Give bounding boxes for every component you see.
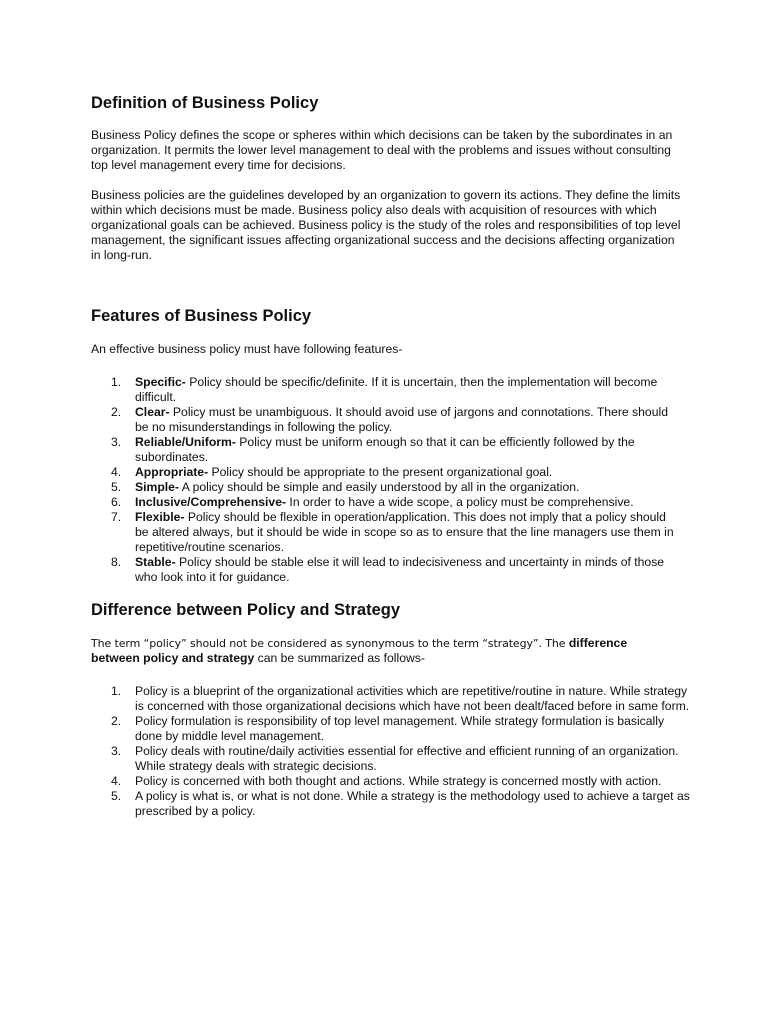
- feature-text: Policy must be unambiguous. It should avoid use of jargons and connotations. There should be no misunderstandings in following the policy.: [135, 405, 668, 434]
- list-number: 3.: [111, 435, 122, 449]
- difference-intro: [91, 636, 651, 666]
- list-number: 6.: [111, 495, 122, 509]
- list-item: [91, 495, 681, 510]
- list-item: [91, 744, 691, 774]
- list-number: 5.: [111, 480, 122, 494]
- heading-difference: Difference between Policy and Strategy: [91, 601, 401, 619]
- list-item: [91, 405, 681, 435]
- feature-text: A policy should be simple and easily understood by all in the organization.: [179, 480, 580, 494]
- features-intro: An effective business policy must have following features-: [91, 342, 403, 356]
- definition-paragraph-1: Business Policy defines the scope or spheres within which decisions can be taken by the subordinates in an organization. It permits the lower level management to deal with the problems and issues without consulting top level management every time for decisions.: [91, 128, 673, 172]
- feature-term: Inclusive/Comprehensive-: [135, 495, 287, 509]
- list-item: [91, 465, 681, 480]
- list-item: [91, 435, 681, 465]
- list-item: [91, 510, 681, 555]
- list-number: 1.: [111, 684, 122, 698]
- feature-term: Stable-: [135, 555, 176, 569]
- heading-definition: Definition of Business Policy: [91, 94, 319, 112]
- feature-text: Policy should be appropriate to the present organizational goal.: [208, 465, 553, 479]
- difference-text: Policy formulation is responsibility of top level management. While strategy formulation is basically done by middle level management.: [135, 714, 665, 743]
- feature-text: Policy should be flexible in operation/application. This does not imply that a policy should be altered always, but it should be wide in scope so as to ensure that the line managers use them in repetitive/routine scenarios.: [135, 510, 674, 554]
- list-number: 1.: [111, 375, 122, 389]
- difference-intro-prefix: The term “policy” should not be considered as synonymous to the term “strategy”. The: [91, 637, 569, 650]
- feature-term: Appropriate-: [135, 465, 209, 479]
- list-item: [91, 480, 681, 495]
- list-item: [91, 555, 681, 585]
- difference-list: [91, 684, 691, 819]
- list-item: [91, 774, 691, 789]
- feature-text: Policy must be uniform enough so that it can be efficiently followed by the subordinates.: [135, 435, 635, 464]
- list-number: 4.: [111, 774, 122, 788]
- feature-text: Policy should be specific/definite. If it is uncertain, then the implementation will become difficult.: [135, 375, 658, 404]
- list-number: 7.: [111, 510, 122, 524]
- difference-intro-suffix: can be summarized as follows-: [254, 651, 425, 665]
- feature-text: In order to have a wide scope, a policy must be comprehensive.: [286, 495, 634, 509]
- definition-paragraph-2: Business policies are the guidelines developed by an organization to govern its actions. They define the limits within which decisions must be made. Business policy also deals with acquisition of resources with which organizational goals can be achieved. Business policy is the study of the roles and responsibilities of top level management, the significant issues affecting organizational success and the decisions affecting organization in long-run.: [91, 188, 681, 262]
- feature-term: Flexible-: [135, 510, 185, 524]
- difference-intro-bold: difference between policy and strategy: [91, 636, 628, 665]
- feature-term: Reliable/Uniform-: [135, 435, 236, 449]
- list-number: 2.: [111, 405, 122, 419]
- feature-term: Simple-: [135, 480, 180, 494]
- list-number: 8.: [111, 555, 122, 569]
- list-number: 5.: [111, 789, 122, 803]
- feature-term: Clear-: [135, 405, 170, 419]
- list-number: 2.: [111, 714, 122, 728]
- list-number: 4.: [111, 465, 122, 479]
- list-item: [91, 375, 681, 405]
- difference-text: Policy is concerned with both thought and actions. While strategy is concerned mostly with action.: [135, 774, 662, 788]
- list-item: [91, 714, 691, 744]
- features-list: [91, 375, 681, 585]
- feature-term: Specific-: [135, 375, 186, 389]
- list-item: [91, 789, 691, 819]
- difference-text: A policy is what is, or what is not done. While a strategy is the methodology used to achieve a target as prescribed by a policy.: [135, 789, 690, 818]
- list-number: 3.: [111, 744, 122, 758]
- difference-text: Policy is a blueprint of the organizational activities which are repetitive/routine in nature. While strategy is concerned with those organizational decisions which have not been dealt/faced before in same form.: [135, 684, 690, 713]
- feature-text: Policy should be stable else it will lead to indecisiveness and uncertainty in minds of those who look into it for guidance.: [135, 555, 665, 584]
- difference-text: Policy deals with routine/daily activities essential for effective and efficient running of an organization. While strategy deals with strategic decisions.: [135, 744, 679, 773]
- heading-features: Features of Business Policy: [91, 307, 312, 325]
- list-item: [91, 684, 691, 714]
